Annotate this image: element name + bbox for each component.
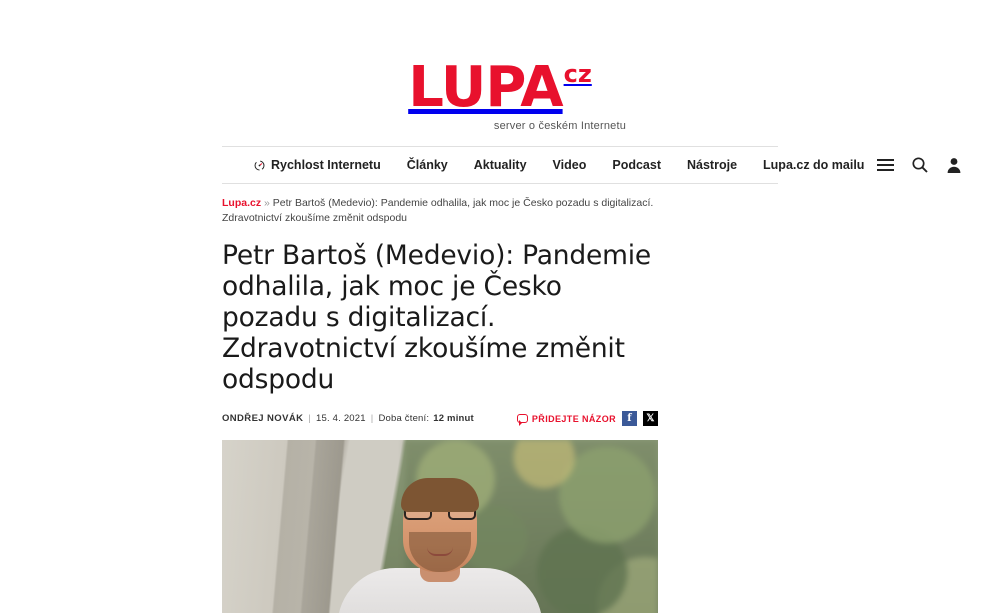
nav-item-aktuality[interactable]	[461, 158, 540, 172]
meta-actions	[517, 411, 658, 426]
breadcrumb-current: Petr Bartoš (Medevio): Pandemie odhalila, jak moc je Česko pozadu s digitalizací. Zdravotnictví zkoušíme změnit odspodu	[222, 197, 654, 225]
site-header	[0, 55, 1000, 140]
nav-item-nastroje[interactable]	[674, 158, 750, 172]
reading-time-value: 12 minut	[433, 413, 474, 425]
reading-time-label: Doba čtení:	[378, 413, 430, 425]
nav-item-video[interactable]	[540, 158, 600, 172]
logo-domain-suffix: cz	[563, 60, 592, 88]
portrait-subject	[335, 500, 545, 613]
user-account-icon[interactable]	[945, 156, 963, 174]
nav-tool-buttons	[877, 156, 967, 174]
x-share-button[interactable]: 𝕏	[643, 411, 658, 426]
hamburger-menu-icon[interactable]	[877, 156, 895, 174]
nav-label: Rychlost Internetu	[271, 158, 381, 172]
facebook-share-button[interactable]: f	[622, 411, 637, 426]
breadcrumb-home-link[interactable]: Lupa.cz	[222, 197, 262, 209]
add-comment-label: PŘIDEJTE NÁZOR	[531, 413, 616, 424]
breadcrumb	[222, 196, 658, 226]
meta-divider: |	[308, 413, 312, 425]
nav-item-list	[240, 158, 877, 172]
page-title: Petr Bartoš (Medevio): Pandemie odhalila, jak moc je Česko pozadu s digitalizací. Zdravotnictví zkoušíme změnit odspodu	[222, 240, 652, 396]
article-column	[222, 196, 658, 613]
hair	[401, 478, 479, 512]
nav-item-rychlost-internetu[interactable]	[240, 158, 394, 172]
add-comment-link[interactable]	[517, 414, 616, 424]
article-date: 15. 4. 2021	[316, 413, 366, 425]
nav-item-clanky[interactable]	[394, 158, 461, 172]
meta-divider: |	[370, 413, 374, 425]
nav-label: Aktuality	[473, 158, 527, 172]
main-navigation	[222, 146, 865, 184]
site-logo[interactable]	[408, 55, 592, 120]
nav-label: Video	[552, 158, 587, 172]
nav-item-podcast[interactable]	[599, 158, 674, 172]
nav-label: Lupa.cz do mailu	[763, 158, 865, 172]
nav-label: Články	[406, 158, 448, 172]
comment-bubble-icon	[517, 414, 528, 423]
article-author[interactable]: ONDŘEJ NOVÁK	[222, 413, 304, 425]
article-hero-image	[222, 440, 658, 613]
nav-item-newsletter[interactable]	[750, 158, 877, 172]
article-meta	[222, 411, 658, 426]
nav-label: Podcast	[612, 158, 661, 172]
site-tagline: server o českém Internetu	[493, 120, 627, 132]
logo-wordmark: LUPA	[408, 55, 563, 120]
nav-label: Nástroje	[687, 158, 738, 172]
breadcrumb-separator: »	[264, 197, 270, 209]
speedometer-icon	[253, 159, 266, 172]
search-icon[interactable]	[911, 156, 929, 174]
